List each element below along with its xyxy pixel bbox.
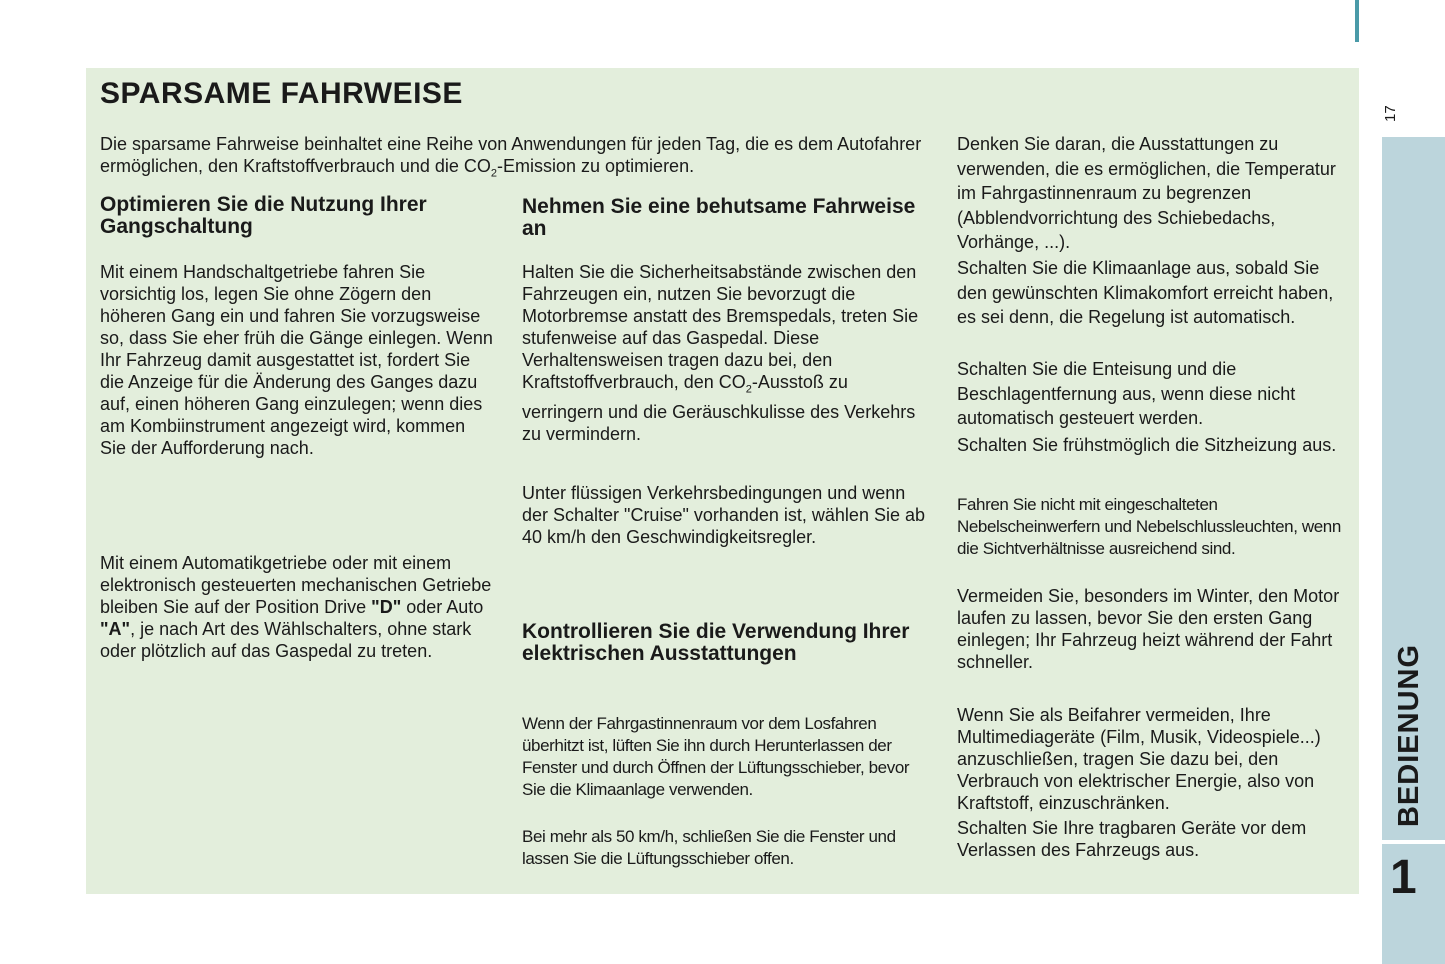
col1-paragraph-1: Mit einem Handschaltgetriebe fahren Sie vorsichtig los, legen Sie ohne Zögern den höheren Gang ein und fahren Sie vorzugsweise so, dass Sie eher früh die Gänge einlegen. Wenn Ihr Fahrzeug damit ausgestattet ist, fordert Sie die Anzeige für die Änderung des Ganges dazu auf, einen höheren Gang einzulegen; wenn dies am Kombiinstrument angezeigt wird, kommen Sie der Aufforderung nach. [100,262,493,458]
chapter-tab-divider [1382,840,1445,844]
col2-heading-2: Kontrollieren Sie die Verwendung Ihrer elektrischen Ausstattungen [522,620,910,665]
col2-p1-subscript: 2 [745,383,752,396]
col2-heading-block-2 [522,621,927,665]
col2-heading-1: Nehmen Sie eine behutsame Fahrweise an [522,195,916,240]
col3-paragraph-8: Schalten Sie Ihre tragbaren Geräte vor dem Verlassen des Fahrzeugs aus. [957,818,1307,860]
col2-paragraph-4: Bei mehr als 50 km/h, schließen Sie die Fenster und lassen Sie die Lüftungsschieber offen. [522,827,896,868]
col3-paragraph-7: Wenn Sie als Beifahrer vermeiden, Ihre Multimediageräte (Film, Musik, Videospiele...) anzuschließen, tragen Sie dazu bei, den Verbrauch von elektrischer Energie, also von Kraftstoff, einzuschränken. [957,705,1321,813]
col3-block-6 [957,585,1349,673]
col3-block-2 [957,256,1349,330]
intro-paragraph [100,133,940,185]
col2-paragraph-1 [522,261,927,445]
col3-paragraph-3: Schalten Sie die Enteisung und die Beschlagentfernung aus, wenn diese nicht automatisch gesteuert werden. [957,359,1296,428]
col1-p2-text-b: oder Auto [401,597,484,617]
page-number: 17 [1382,105,1399,122]
col3-paragraph-1: Denken Sie daran, die Ausstattungen zu verwenden, die es ermöglichen, die Temperatur im Fahrgastinnenraum zu begrenzen (Abblendvorrichtung des Schiebedachs, Vorhänge, ...). [957,134,1336,252]
col2-p1-text-a: Halten Sie die Sicherheitsabstände zwischen den Fahrzeugen ein, nutzen Sie bevorzugt die Motorbremse anstatt des Bremspedals, treten Sie stufenweise auf das Gaspedal. Diese Verhaltensweisen tragen dazu bei, den Kraftstoffverbrauch, den CO [522,262,919,392]
col3-block-4 [957,433,1349,458]
col2-p1-text-b: -Ausstoß zu verringern und die Geräuschkulisse des Verkehrs zu vermindern. [522,372,916,444]
col1-p2-drive: "D" [371,597,402,617]
col1-p2-text-a: Mit einem Automatikgetriebe oder mit einem elektronisch gesteuerten mechanischen Getriebe bleiben Sie auf der Position Drive [100,553,492,617]
col1-paragraph-2 [100,552,495,662]
col2-block-4 [522,826,927,870]
intro-subscript: 2 [490,167,498,180]
col3-block-8 [957,817,1349,861]
col2-paragraph-2: Unter flüssigen Verkehrsbedingungen und wenn der Schalter "Cruise" vorhanden ist, wählen Sie ab 40 km/h den Geschwindigkeitsregler. [522,483,925,547]
col1-p2-auto: "A" [100,619,131,639]
col1-p2-text-c: , je nach Art des Wählschalters, ohne stark oder plötzlich auf das Gaspedal zu treten. [100,619,472,661]
col1-heading: Optimieren Sie die Nutzung Ihrer Gangschaltung [100,193,427,238]
intro-text-b: -Emission zu optimieren. [497,156,695,176]
col3-paragraph-5: Fahren Sie nicht mit eingeschalteten Nebelscheinwerfern und Nebelschlussleuchten, wenn die Sichtverhältnisse ausreichend sind. [957,495,1341,558]
col2-block-2 [522,482,927,548]
col1-heading-block [100,194,495,238]
col2-paragraph-3: Wenn der Fahrgastinnenraum vor dem Losfahren überhitzt ist, lüften Sie ihn durch Herunterlassen der Fenster und durch Öffnen der Lüftungsschieber, bevor Sie die Klimaanlage verwenden. [522,714,910,799]
col1-block-1 [100,261,495,459]
col3-paragraph-2: Schalten Sie die Klimaanlage aus, sobald Sie den gewünschten Klimakomfort erreicht haben, es sei denn, die Regelung ist automatisch. [957,258,1334,327]
chapter-number: 1 [1390,851,1417,904]
page-title: SPARSAME FAHRWEISE [100,77,463,110]
col3-block-5 [957,494,1349,560]
col3-block-3 [957,357,1349,431]
col3-paragraph-4: Schalten Sie frühstmöglich die Sitzheizung aus. [957,435,1337,455]
chapter-label: BEDIENUNG [1393,643,1425,827]
col2-block-3 [522,713,927,801]
col3-block-7 [957,704,1349,814]
col2-block-1 [522,261,927,445]
top-accent-line [1355,0,1359,42]
col1-block-2 [100,552,495,662]
intro-text-a: Die sparsame Fahrweise beinhaltet eine Reihe von Anwendungen für jeden Tag, die es dem Autofahrer ermöglichen, den Kraftstoffverbrauch und die CO [100,134,922,176]
col2-heading-block-1 [522,196,927,240]
col3-paragraph-6: Vermeiden Sie, besonders im Winter, den Motor laufen zu lassen, bevor Sie den ersten Gang einlegen; Ihr Fahrzeug heizt während der Fahrt schneller. [957,586,1340,672]
col3-block-1 [957,132,1349,255]
